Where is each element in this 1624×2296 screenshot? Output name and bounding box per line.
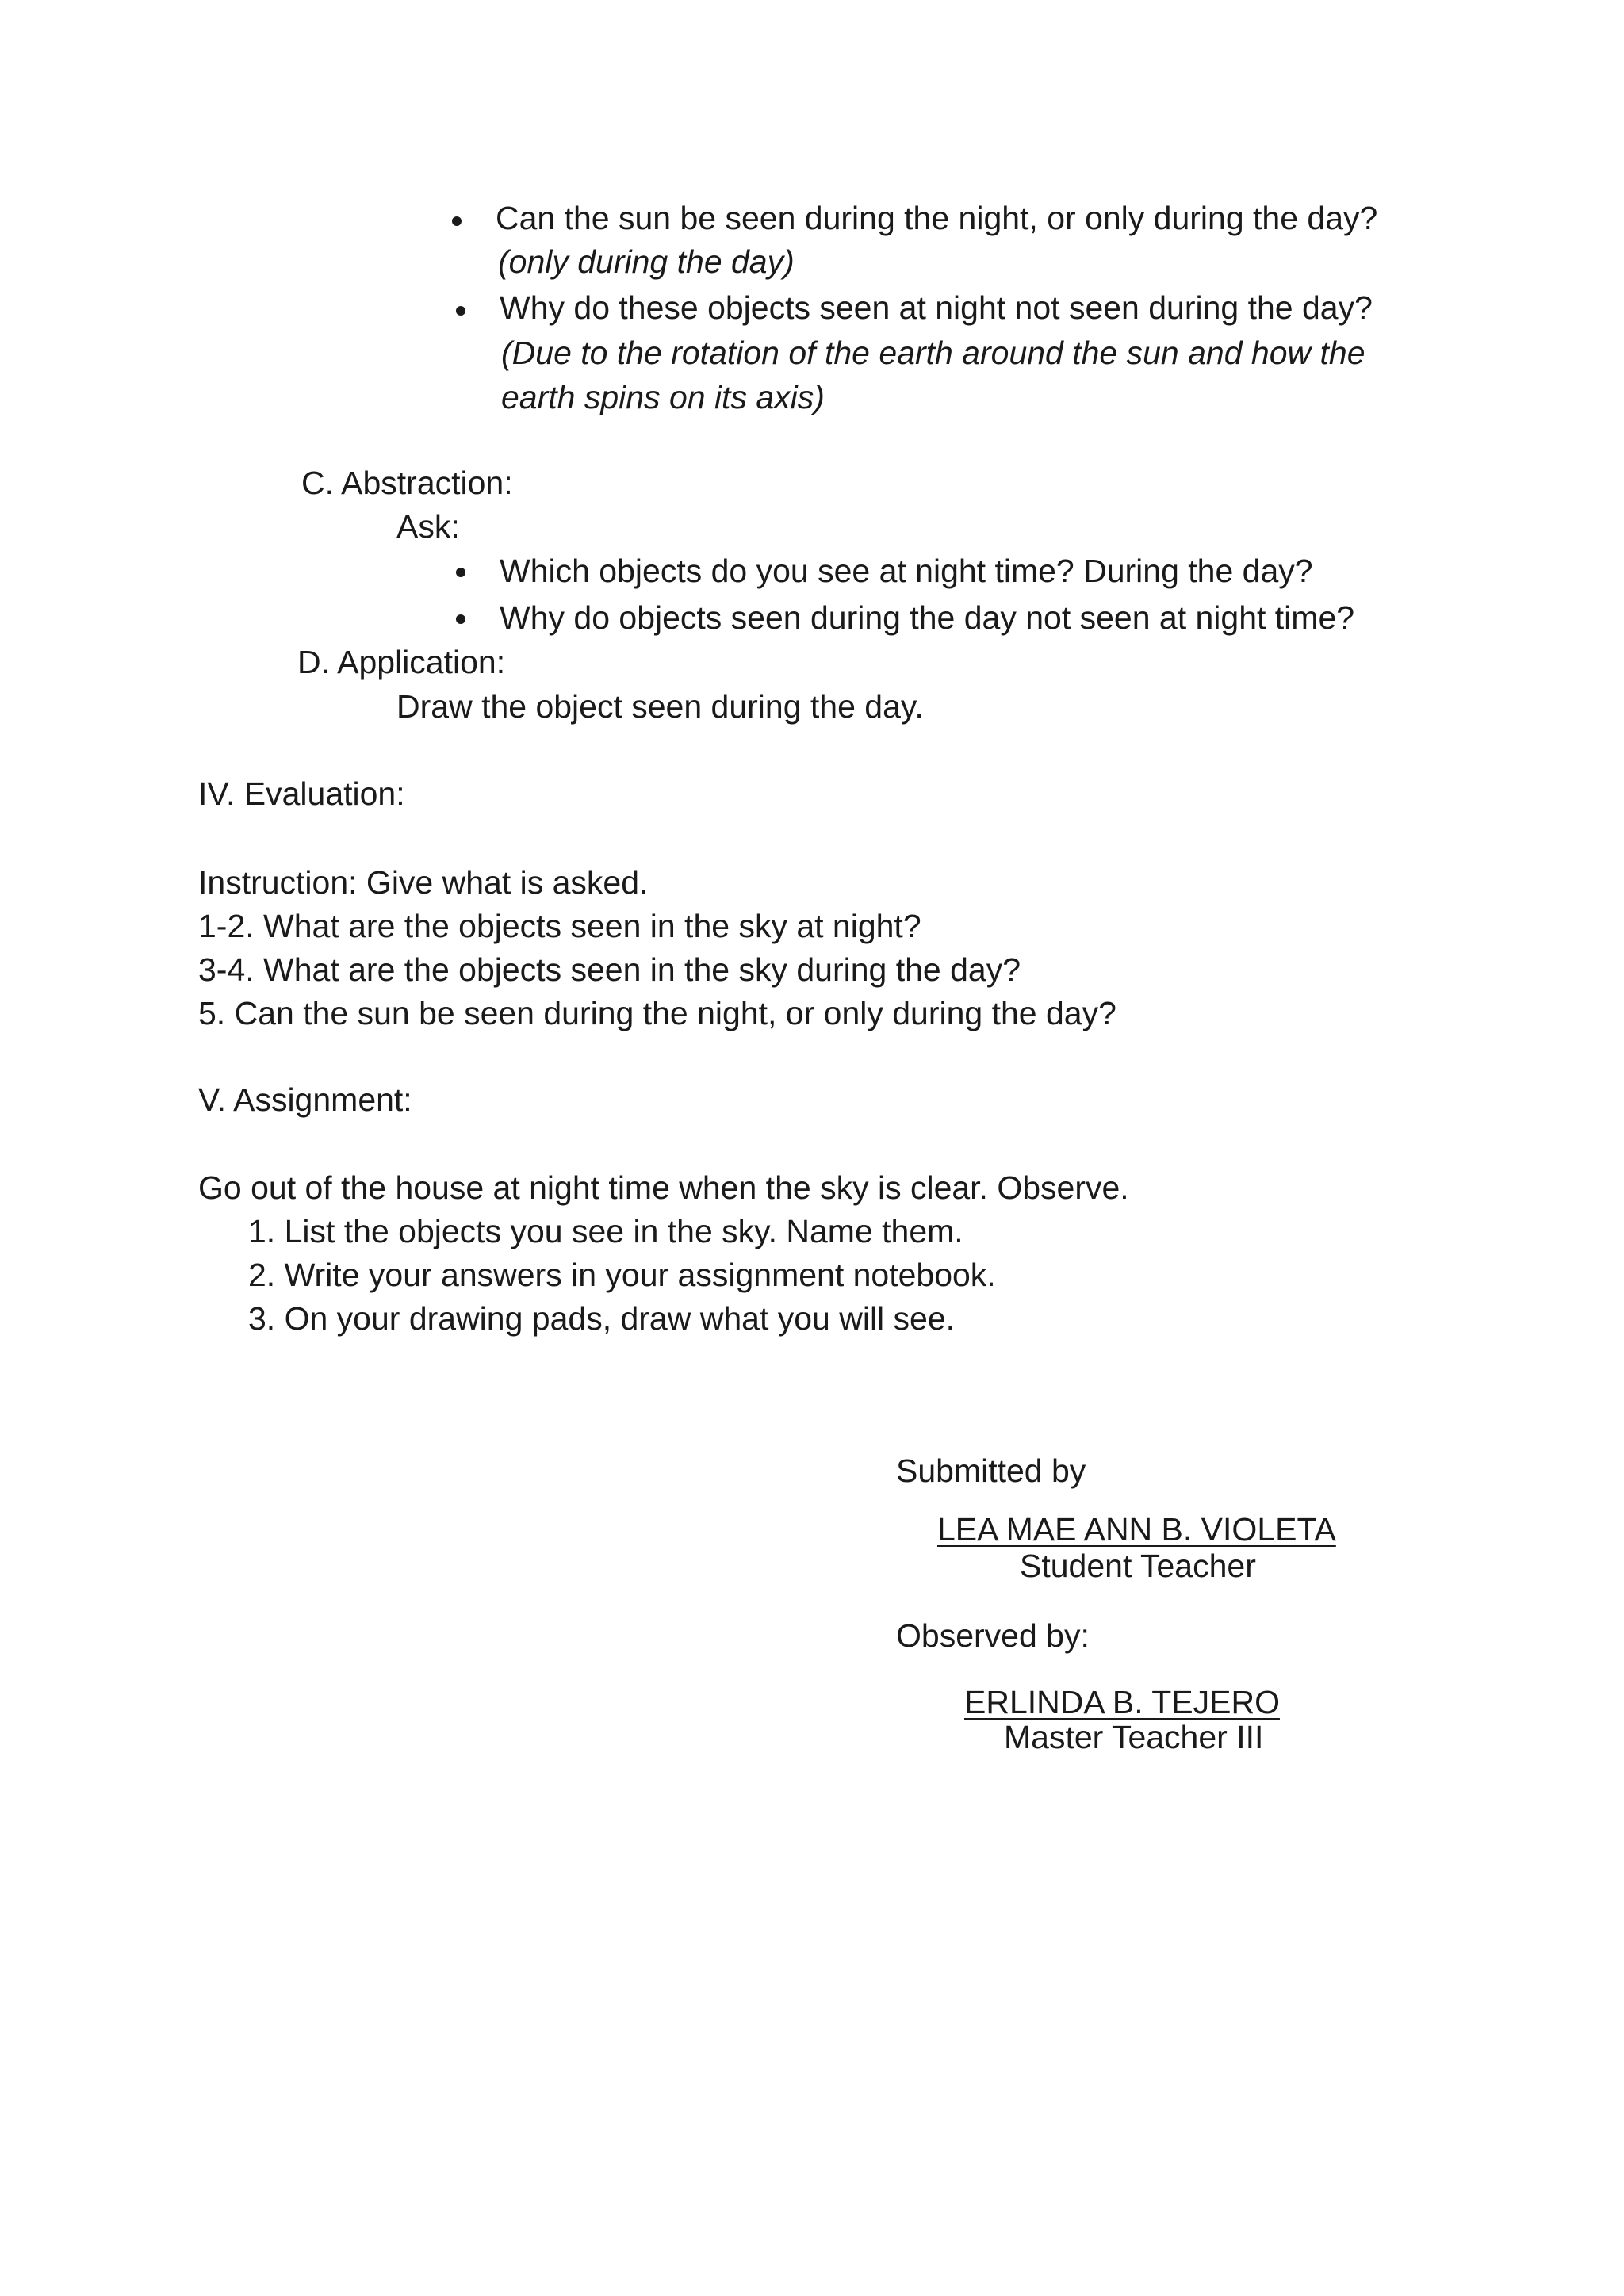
abstraction-question-2: Why do objects seen during the day not seen at night time? xyxy=(500,599,1355,636)
abstraction-heading: C. Abstraction: xyxy=(301,465,513,501)
bullet-icon xyxy=(452,216,462,226)
assignment-item: 3. On your drawing pads, draw what you will see. xyxy=(248,1300,956,1337)
submitter-role: Student Teacher xyxy=(1020,1548,1256,1584)
assignment-heading: V. Assignment: xyxy=(198,1081,412,1118)
abstraction-ask: Ask: xyxy=(396,508,460,545)
application-task: Draw the object seen during the day. xyxy=(396,688,924,725)
submitted-by-label: Submitted by xyxy=(896,1452,1086,1489)
submitter-name: LEA MAE ANN B. VIOLETA xyxy=(937,1511,1336,1548)
observer-name: ERLINDA B. TEJERO xyxy=(964,1684,1280,1720)
observed-by-label: Observed by: xyxy=(896,1617,1090,1654)
evaluation-item: 5. Can the sun be seen during the night, or only during the day? xyxy=(198,995,1116,1031)
answer-objects-night-line1: (Due to the rotation of the earth around the sun and how the xyxy=(501,335,1365,371)
question-objects-night: Why do these objects seen at night not seen during the day? xyxy=(500,289,1373,326)
evaluation-item: 1-2. What are the objects seen in the sky at night? xyxy=(198,908,921,944)
bullet-icon xyxy=(456,614,465,624)
application-heading: D. Application: xyxy=(297,644,506,680)
question-sun-night: Can the sun be seen during the night, or only during the day? xyxy=(496,200,1378,236)
observer-role: Master Teacher III xyxy=(1004,1719,1264,1755)
assignment-intro: Go out of the house at night time when the sky is clear. Observe. xyxy=(198,1169,1129,1206)
evaluation-heading: IV. Evaluation: xyxy=(198,775,405,812)
evaluation-item: 3-4. What are the objects seen in the sky during the day? xyxy=(198,951,1021,988)
evaluation-instruction: Instruction: Give what is asked. xyxy=(198,864,649,901)
bullet-icon xyxy=(456,568,465,577)
bullet-icon xyxy=(456,306,465,316)
assignment-item: 2. Write your answers in your assignment notebook. xyxy=(248,1257,996,1293)
assignment-item: 1. List the objects you see in the sky. Name them. xyxy=(248,1213,963,1249)
abstraction-question-1: Which objects do you see at night time? During the day? xyxy=(500,553,1313,589)
answer-objects-night-line2: earth spins on its axis) xyxy=(501,379,825,415)
answer-sun-night: (only during the day) xyxy=(498,243,795,280)
